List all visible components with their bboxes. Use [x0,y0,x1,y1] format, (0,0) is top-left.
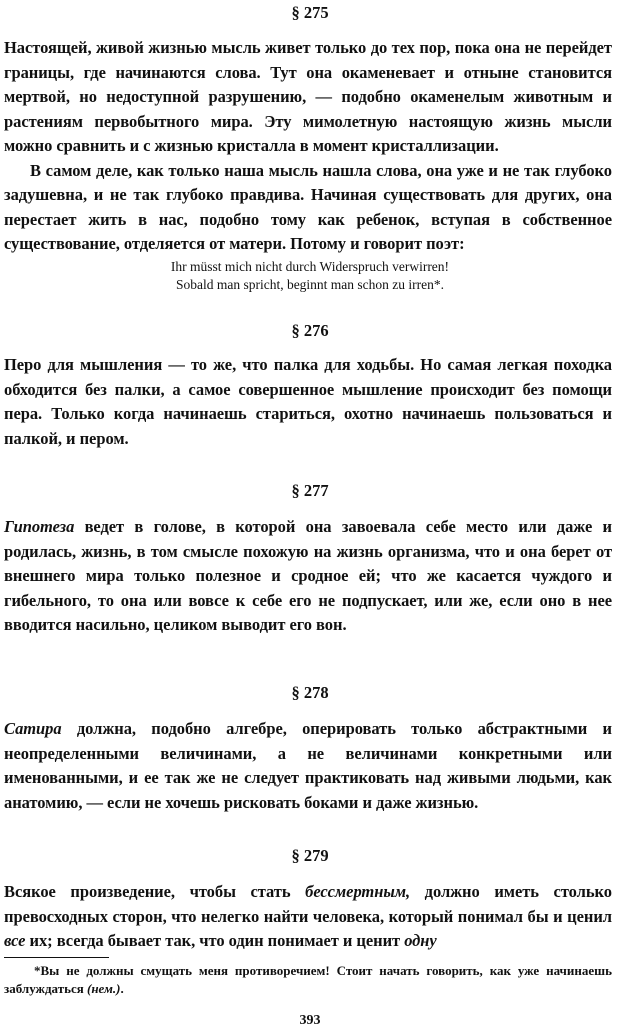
section-279-paragraph: Всякое произведение, чтобы стать бессмертным, должно иметь столько превосходных сторон, что нелегко найти человека, который понимал бы и ценил все их; всегда бывает так, что один понимает и ценит одну [4,882,612,950]
section-276-heading: § 276 [291,321,329,340]
section-276-body [4,353,612,451]
term-hypothesis: Гипотеза [4,517,75,536]
section-278-heading: § 278 [291,683,329,702]
section-275-body [4,36,612,257]
quote-line-1: Ihr müsst mich nicht durch Widerspruch verwirren! [170,259,450,274]
goethe-quote [0,258,620,294]
section-275-paragraph-1: Настоящей, живой жизнью мысль живет только до тех пор, пока она не перейдет границы, где начинаются слова. Тут она окаменевает и отныне становится мертвой, но недоступной разрушению, — подобно окаменелым животным и растениям первобытного мира. Эту мимолетную настоящую жизнь мысли можно сравнить и с жизнью кристалла в момент кристаллизации. [4,38,612,155]
section-277-paragraph: Гипотеза ведет в голове, в которой она завоевала себе место или даже и родилась, жизнь, в том смысле похожую на жизнь организма, что и она берет от внешнего мира только полезное и сродное ей; что же касается чуждого и гибельного, то она или вовсе к себе его не подпускает, или же, если оно в нее вводится насильно, целиком выводит его вон. [4,517,612,634]
term-satire: Сатира [4,719,62,738]
section-279-heading: § 279 [291,846,329,865]
footnote-divider [4,957,109,958]
section-275-paragraph-2: В самом деле, как только наша мысль нашла слова, она уже и не так глубоко задушевна, и не так глубоко правдива. Начиная существовать для других, она перестает жить в нас, подобно тому как ребенок, вступая в собственное существование, отделяется от матери. Потому и говорит поэт: [4,160,612,253]
page-number: 393 [299,1013,321,1028]
section-278-body [4,717,612,815]
section-277-heading: § 277 [291,481,329,500]
quote-line-2: Sobald man spricht, beginnt man schon zu irren*. [175,277,445,292]
footnote: *Вы не должны смущать меня противоречием! Стоит начать говорить, как уже начинаешь заблуждаться (нем.). [4,963,612,996]
section-279-body [4,880,612,954]
section-277-body [4,515,612,638]
section-276-paragraph: Перо для мышления — то же, что палка для ходьбы. Но самая легкая походка обходится без палки, а самое совершенное мышление происходит без помощи пера. Только когда начинаешь стариться, охотно начинаешь пользоваться и палкой, и пером. [4,355,612,448]
section-278-paragraph: Сатира должна, подобно алгебре, оперировать только абстрактными и неопределенными величинами, а не величинами конкретными или именованными, и ее так же не следует практиковать над живыми людьми, как анатомию, — если не хочешь рисковать боками и даже жизнью. [4,719,612,812]
section-275-heading: § 275 [291,3,329,22]
